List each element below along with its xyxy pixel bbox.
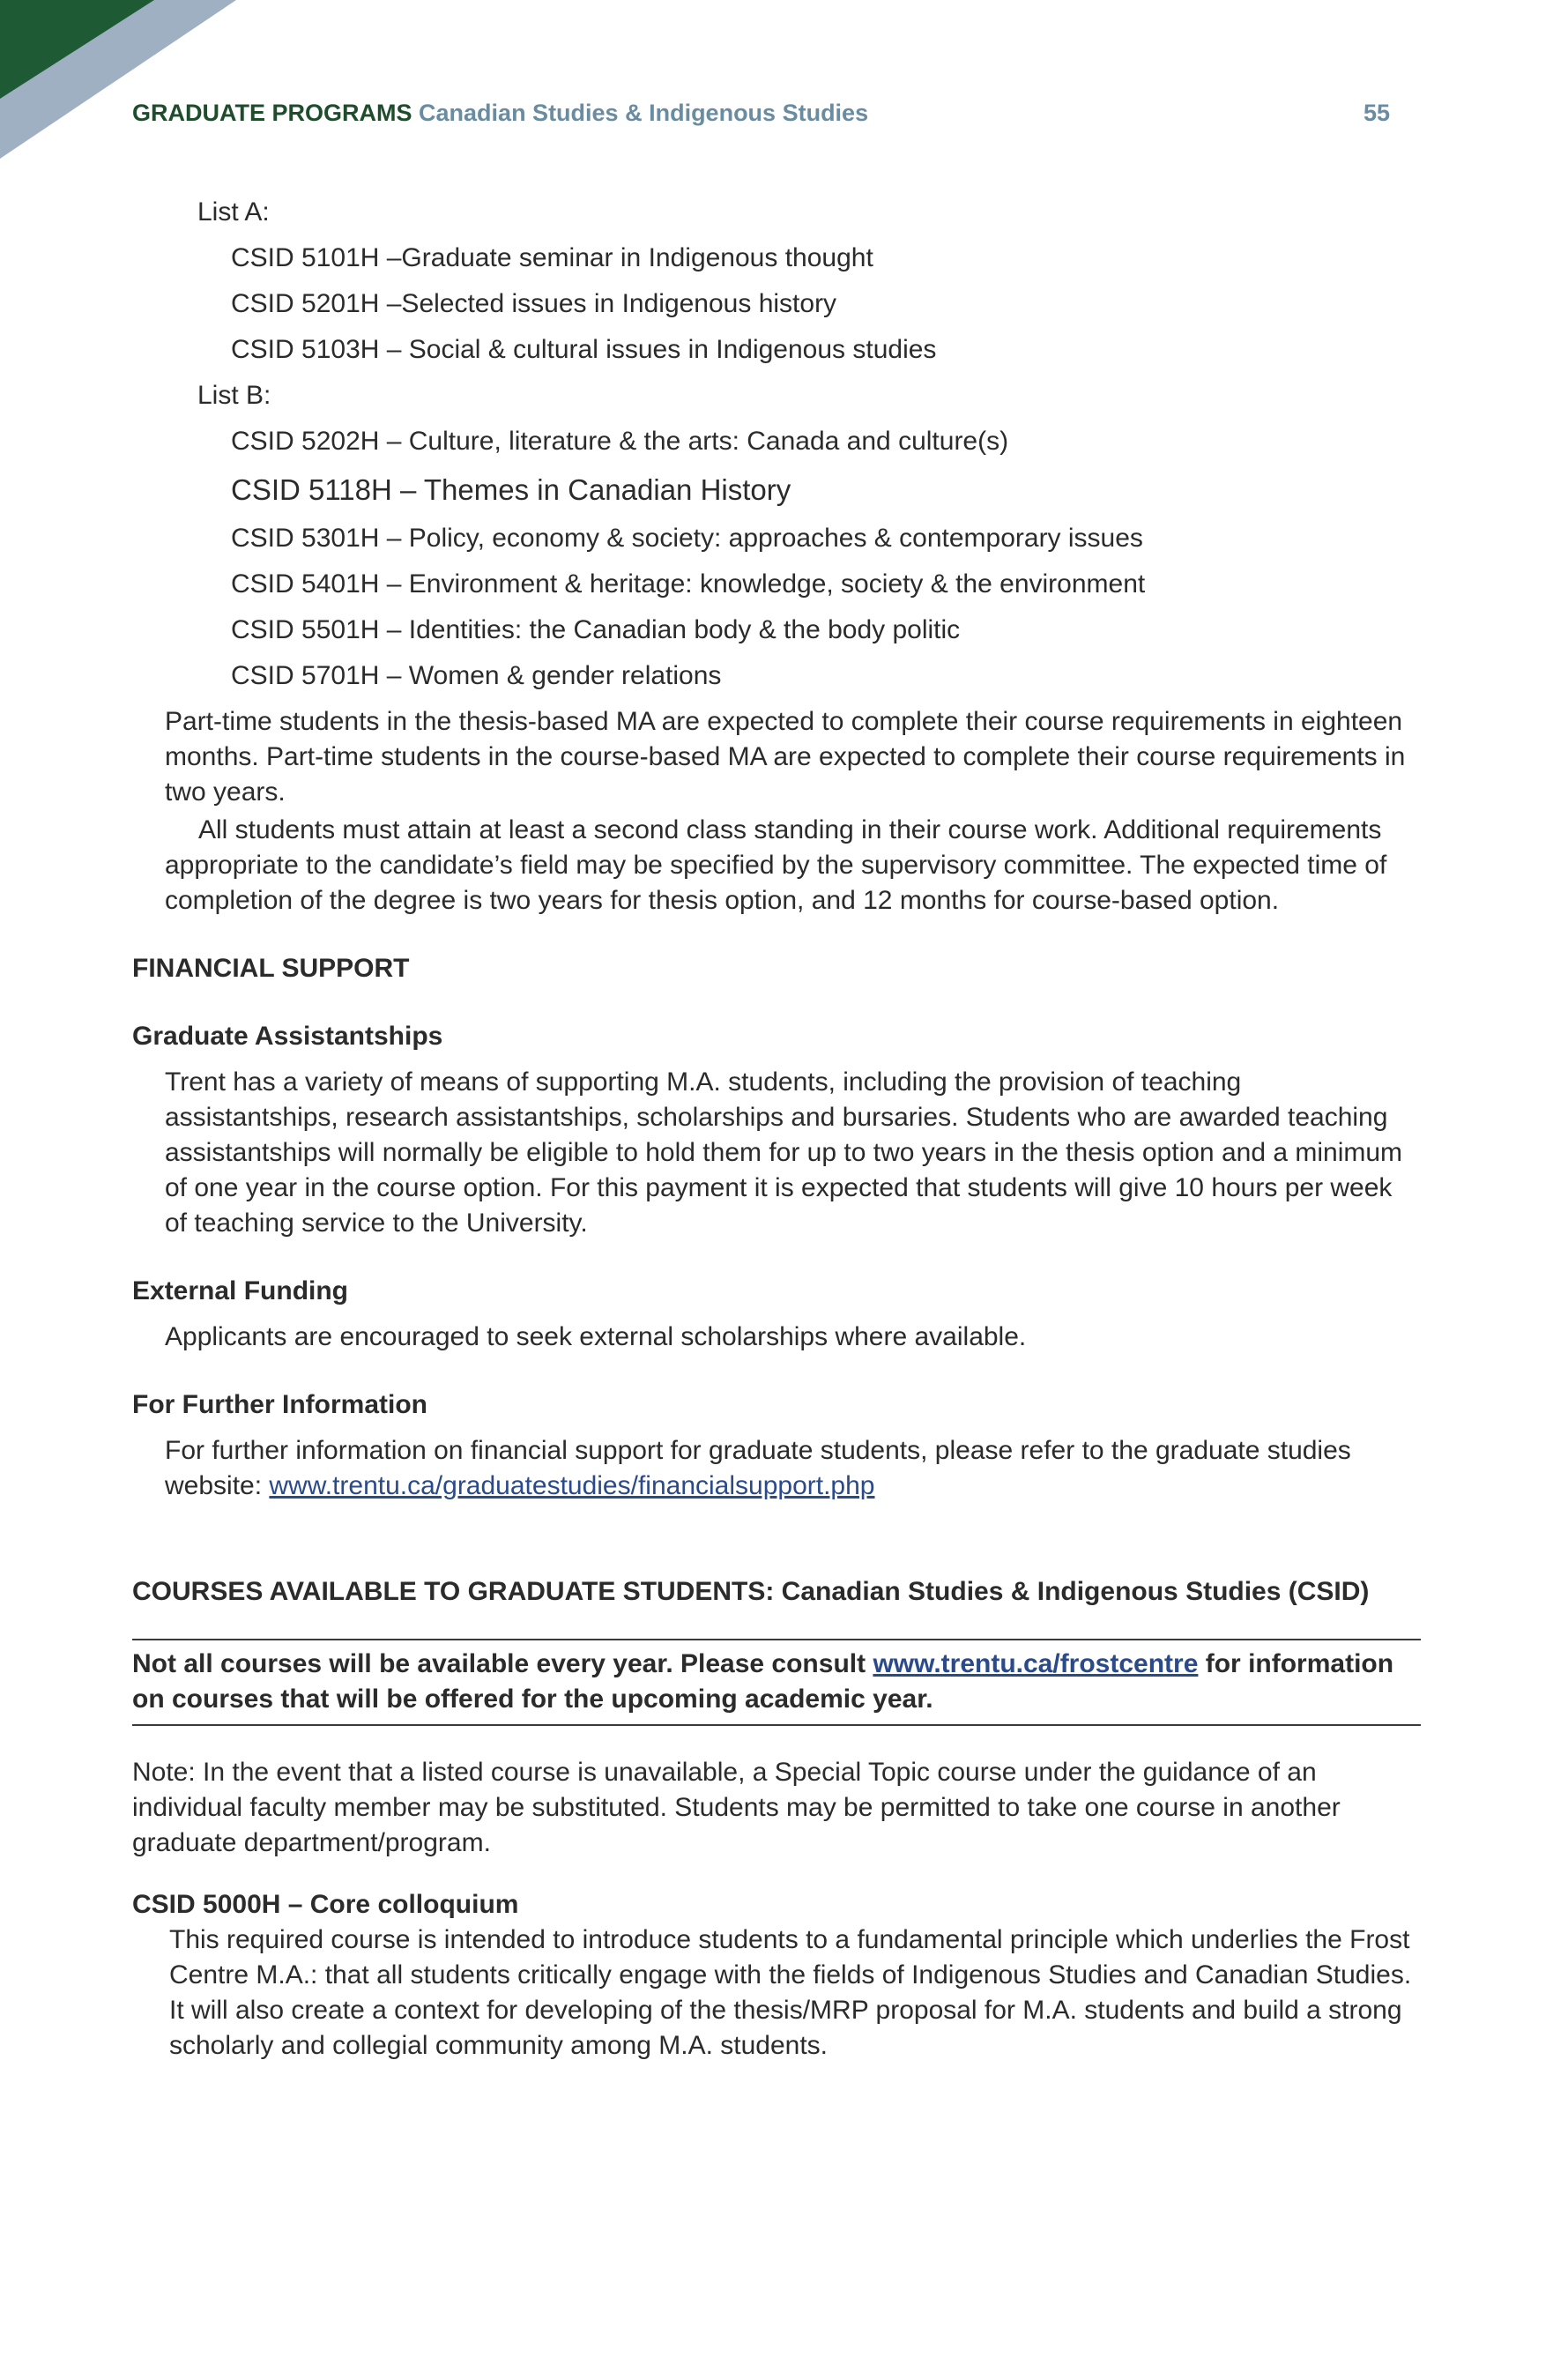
further-info-heading: For Further Information [132, 1390, 427, 1419]
frostcentre-link[interactable]: www.trentu.ca/frostcentre [873, 1649, 1199, 1678]
availability-notice [132, 1639, 1421, 1726]
list-a-label: List A: [197, 197, 270, 227]
list-b-item: CSID 5202H – Culture, literature & the arts: Canada and culture(s) [231, 427, 1009, 456]
assistantships-heading: Graduate Assistantships [132, 1022, 443, 1051]
courses-heading: COURSES AVAILABLE TO GRADUATE STUDENTS: Canadian Studies & Indigenous Studies (CSID) [132, 1577, 1370, 1606]
list-b-item: CSID 5701H – Women & gender relations [231, 661, 722, 690]
list-b-item: CSID 5118H – Themes in Canadian History [231, 473, 791, 506]
corner-decoration [0, 0, 247, 159]
further-info-text [132, 1433, 1421, 1504]
notice-lead: Not all courses will be available every year. Please consult [132, 1649, 873, 1678]
part-time-paragraph: Part-time students in the thesis-based MA are expected to complete their course requirements in eighteen months. Part-time students in the course-based MA are expected to complete their course requirements in two years. [165, 707, 1406, 807]
list-b-item: CSID 5501H – Identities: the Canadian body & the body politic [231, 615, 961, 644]
list-a-item: CSID 5103H – Social & cultural issues in Indigenous studies [231, 335, 937, 364]
list-b-label: List B: [197, 381, 271, 410]
standing-paragraph: All students must attain at least a second class standing in their course work. Additional requirements appropriate to the candidate’s field may be specified by the supervisory committee. The expected time of completion of the degree is two years for thesis option, and 12 months for course-based option. [165, 815, 1387, 915]
header-title [132, 100, 868, 127]
header-section: GRADUATE PROGRAMS [132, 100, 412, 126]
page-header [132, 100, 1390, 135]
page-content [132, 190, 1421, 2064]
notice-tail: for information on courses that will be offered for the upcoming academic year. [132, 1649, 1394, 1714]
page-number: 55 [1363, 100, 1390, 126]
further-info-lead: For further information on financial support for graduate students, please refer to the graduate studies website: [165, 1436, 1351, 1500]
list-b-item: CSID 5401H – Environment & heritage: knowledge, society & the environment [231, 569, 1146, 599]
external-funding-text: Applicants are encouraged to seek external scholarships where available. [165, 1322, 1027, 1351]
external-funding-heading: External Funding [132, 1276, 349, 1305]
list-b-item: CSID 5301H – Policy, economy & society: approaches & contemporary issues [231, 524, 1143, 553]
header-subtitle: Canadian Studies & Indigenous Studies [419, 100, 869, 126]
assistantships-text: Trent has a variety of means of supporting M.A. students, including the provision of teaching assistantships, research assistantships, scholarships and bursaries. Students who are awarded teaching assistantships will normally be eligible to hold them for up to two years in the thesis option and a minimum of one year in the course option. For this payment it is expected that students will give 10 hours per week of teaching service to the University. [165, 1067, 1403, 1238]
list-a-item: CSID 5101H –Graduate seminar in Indigenous thought [231, 243, 873, 272]
financial-support-heading: FINANCIAL SUPPORT [132, 954, 410, 983]
list-a-item: CSID 5201H –Selected issues in Indigenous history [231, 289, 837, 318]
substitution-note: Note: In the event that a listed course is unavailable, a Special Topic course under the guidance of an individual faculty member may be substituted. Students may be permitted to take one course in another graduate department/program. [132, 1758, 1341, 1857]
core-course-description: This required course is intended to introduce students to a fundamental principle which underlies the Frost Centre M.A.: that all students critically engage with the fields of Indigenous Studies and Canadian Studies. It will also create a context for developing of the thesis/MRP proposal for M.A. students and build a strong scholarly and collegial community among M.A. students. [169, 1925, 1412, 2060]
core-course-title: CSID 5000H – Core colloquium [132, 1890, 519, 1919]
financial-support-link[interactable]: www.trentu.ca/graduatestudies/financialsupport.php [269, 1471, 875, 1500]
